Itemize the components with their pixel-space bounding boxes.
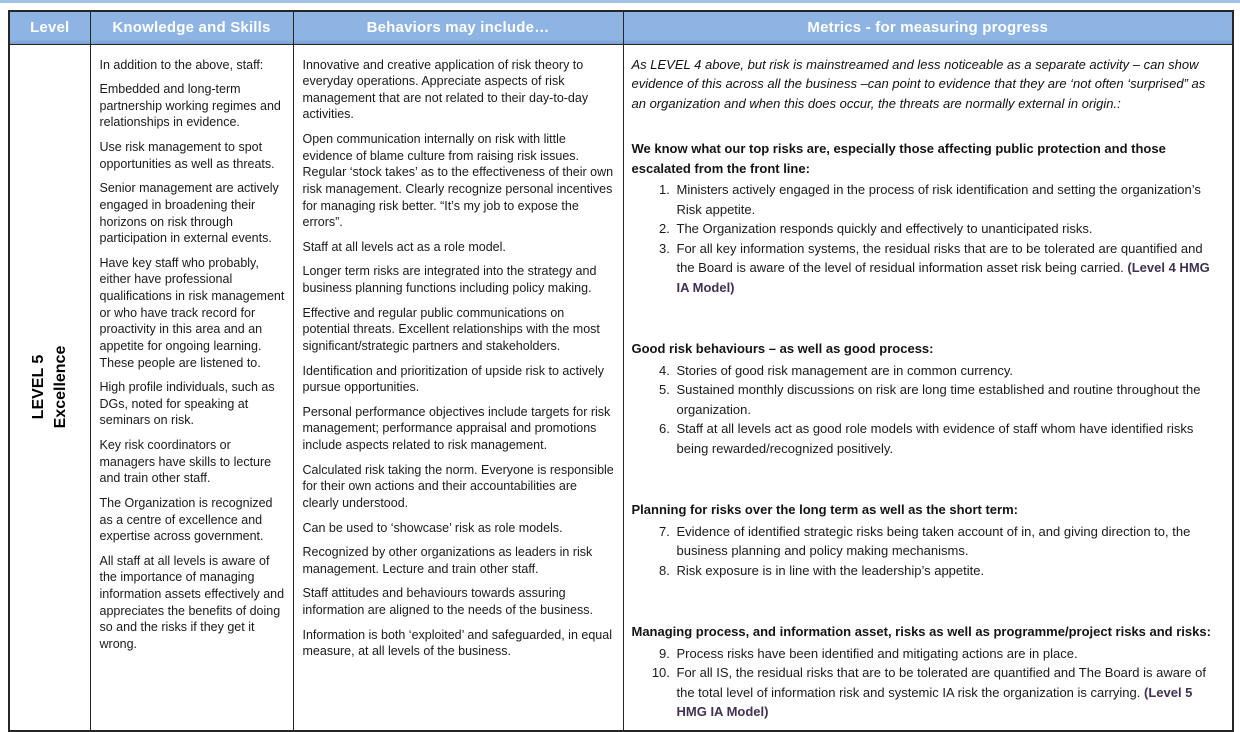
metrics-section xyxy=(632,339,1223,458)
header-knowledge-skills: Knowledge and Skills xyxy=(90,11,293,44)
paragraph: Use risk management to spot opportunities as well as threats. xyxy=(99,140,275,171)
metric-item: 6. Staff at all levels act as good role models with evidence of staff whom have identified risks being rewarded/recognized positively. xyxy=(674,419,1223,458)
metrics-list xyxy=(632,361,1223,459)
metrics-section xyxy=(632,622,1223,722)
paragraph: Identification and prioritization of upside risk to actively pursue opportunities. xyxy=(302,363,605,395)
metrics-section-heading: Planning for risks over the long term as well as the short term: xyxy=(631,502,1018,517)
paragraph: Can be used to ‘showcase’ risk as role models. xyxy=(302,520,563,535)
paragraph: Key risk coordinators or managers have skills to lecture and train other staff. xyxy=(99,438,272,486)
paragraph: Longer term risks are integrated into the strategy and business planning functions including policy making. xyxy=(302,264,597,295)
paragraph: Calculated risk taking the norm. Everyone is responsible for their own actions and their accountabilities are clearly understood. xyxy=(302,462,614,510)
level-number: LEVEL 5 xyxy=(29,354,47,420)
paragraph: Recognized by other organizations as leaders in risk management. Lecture and train other staff. xyxy=(302,545,593,576)
level-name: Excellence xyxy=(51,345,69,429)
metric-item: 3. For all key information systems, the residual risks that are to be tolerated are quantified and the Board is aware of the level of residual information asset risk being carried. (Level 4 HMG IA Model) xyxy=(674,239,1223,298)
header-behaviors: Behaviors may include… xyxy=(293,11,623,44)
hmg-ia-model-reference: (Level 5 HMG IA Model) xyxy=(676,684,1193,719)
paragraph: Open communication internally on risk with little evidence of blame culture from raising risk issues. Regular ‘stock takes’ as to the effectiveness of their own risk management. Clearly recognize personal incentives for managing risk better. “It’s my job to expose the errors”. xyxy=(302,132,614,230)
metrics-list xyxy=(632,522,1223,581)
paragraph: Information is both ‘exploited’ and safeguarded, in equal measure, at all levels of the business. xyxy=(302,627,612,659)
level-cell xyxy=(9,44,90,731)
level5-row xyxy=(9,44,1233,731)
header-metrics: Metrics - for measuring progress xyxy=(623,11,1233,44)
paragraph: In addition to the above, staff: xyxy=(99,57,264,72)
metric-item: 4. Stories of good risk management are in common currency. xyxy=(674,361,1223,381)
knowledge-skills-cell xyxy=(90,44,293,731)
metric-item: 10. For all IS, the residual risks that are to be tolerated are quantified and The Board is aware of the total level of information risk and systemic IA risk the organization is carrying. (Level 5 HMG IA Model) xyxy=(674,663,1223,722)
metric-item: 8. Risk exposure is in line with the leadership’s appetite. xyxy=(674,561,1223,581)
metrics-section-heading: Managing process, and information asset, risks as well as programme/project risks and risks: xyxy=(631,624,1211,639)
header-row xyxy=(9,11,1233,44)
metric-item: 9. Process risks have been identified and mitigating actions are in place. xyxy=(674,644,1223,664)
risk-maturity-matrix-table xyxy=(8,10,1234,732)
metrics-section xyxy=(632,500,1223,580)
metrics-section-heading: Good risk behaviours – as well as good process: xyxy=(631,341,934,356)
paragraph: The Organization is recognized as a centre of excellence and expertise across government. xyxy=(99,495,273,544)
metrics-section xyxy=(632,139,1223,297)
paragraph: Effective and regular public communications on potential threats. Excellent relationships with the most significant/strategic partners and stakeholders. xyxy=(302,305,600,353)
paragraph: High profile individuals, such as DGs, noted for speaking at seminars on risk. xyxy=(99,380,275,428)
behaviors-cell xyxy=(293,44,623,731)
metrics-section-heading: We know what our top risks are, especially those affecting public protection and those escalated from the front line: xyxy=(631,141,1166,176)
paragraph: Have key staff who probably, either have professional qualifications in risk management or who have track record for proactivity in this area and an appetite for ongoing learning. These people are listened to. xyxy=(99,255,285,370)
metrics-intro: As LEVEL 4 above, but risk is mainstreamed and less noticeable as a separate activity – can show evidence of this across all the business –can point to evidence that they are ‘not often ‘surprised” as an organization and when this does occur, the threats are normally external in origin.: xyxy=(631,56,1206,111)
metrics-cell xyxy=(623,44,1233,731)
metric-item: 5. Sustained monthly discussions on risk are long time established and routine throughout the organization. xyxy=(674,380,1223,419)
metric-item: 7. Evidence of identified strategic risks being taken account of in, and giving direction to, the business planning and policy making mechanisms. xyxy=(674,522,1223,561)
top-border-line xyxy=(0,0,1240,3)
metrics-list xyxy=(632,180,1223,297)
paragraph: Personal performance objectives include targets for risk management; performance appraisal and promotions include aspects related to risk management. xyxy=(302,404,611,452)
paragraph: Innovative and creative application of risk theory to everyday operations. Appreciate aspects of risk management that are not related to their day-to-day activities. xyxy=(302,57,589,122)
metric-item: 1. Ministers actively engaged in the process of risk identification and setting the organization’s Risk appetite. xyxy=(674,180,1223,219)
metric-item: 2. The Organization responds quickly and effectively to unanticipated risks. xyxy=(674,219,1223,239)
paragraph: Staff at all levels act as a role model. xyxy=(302,239,506,254)
paragraph: Embedded and long-term partnership working regimes and relationships in evidence. xyxy=(99,82,281,130)
paragraph: Staff attitudes and behaviours towards assuring information are aligned to the needs of the business. xyxy=(302,586,593,617)
paragraph: All staff at all levels is aware of the importance of managing information assets effectively and appreciates the benefits of doing so and the risks if they get it wrong. xyxy=(99,553,285,651)
hmg-ia-model-reference: (Level 4 HMG IA Model) xyxy=(676,260,1210,295)
paragraph: Senior management are actively engaged in broadening their horizons on risk through participation in external events. xyxy=(99,181,279,246)
metrics-sections xyxy=(632,139,1223,722)
level-label xyxy=(28,346,72,429)
metrics-list xyxy=(632,644,1223,722)
header-level: Level xyxy=(9,11,90,44)
